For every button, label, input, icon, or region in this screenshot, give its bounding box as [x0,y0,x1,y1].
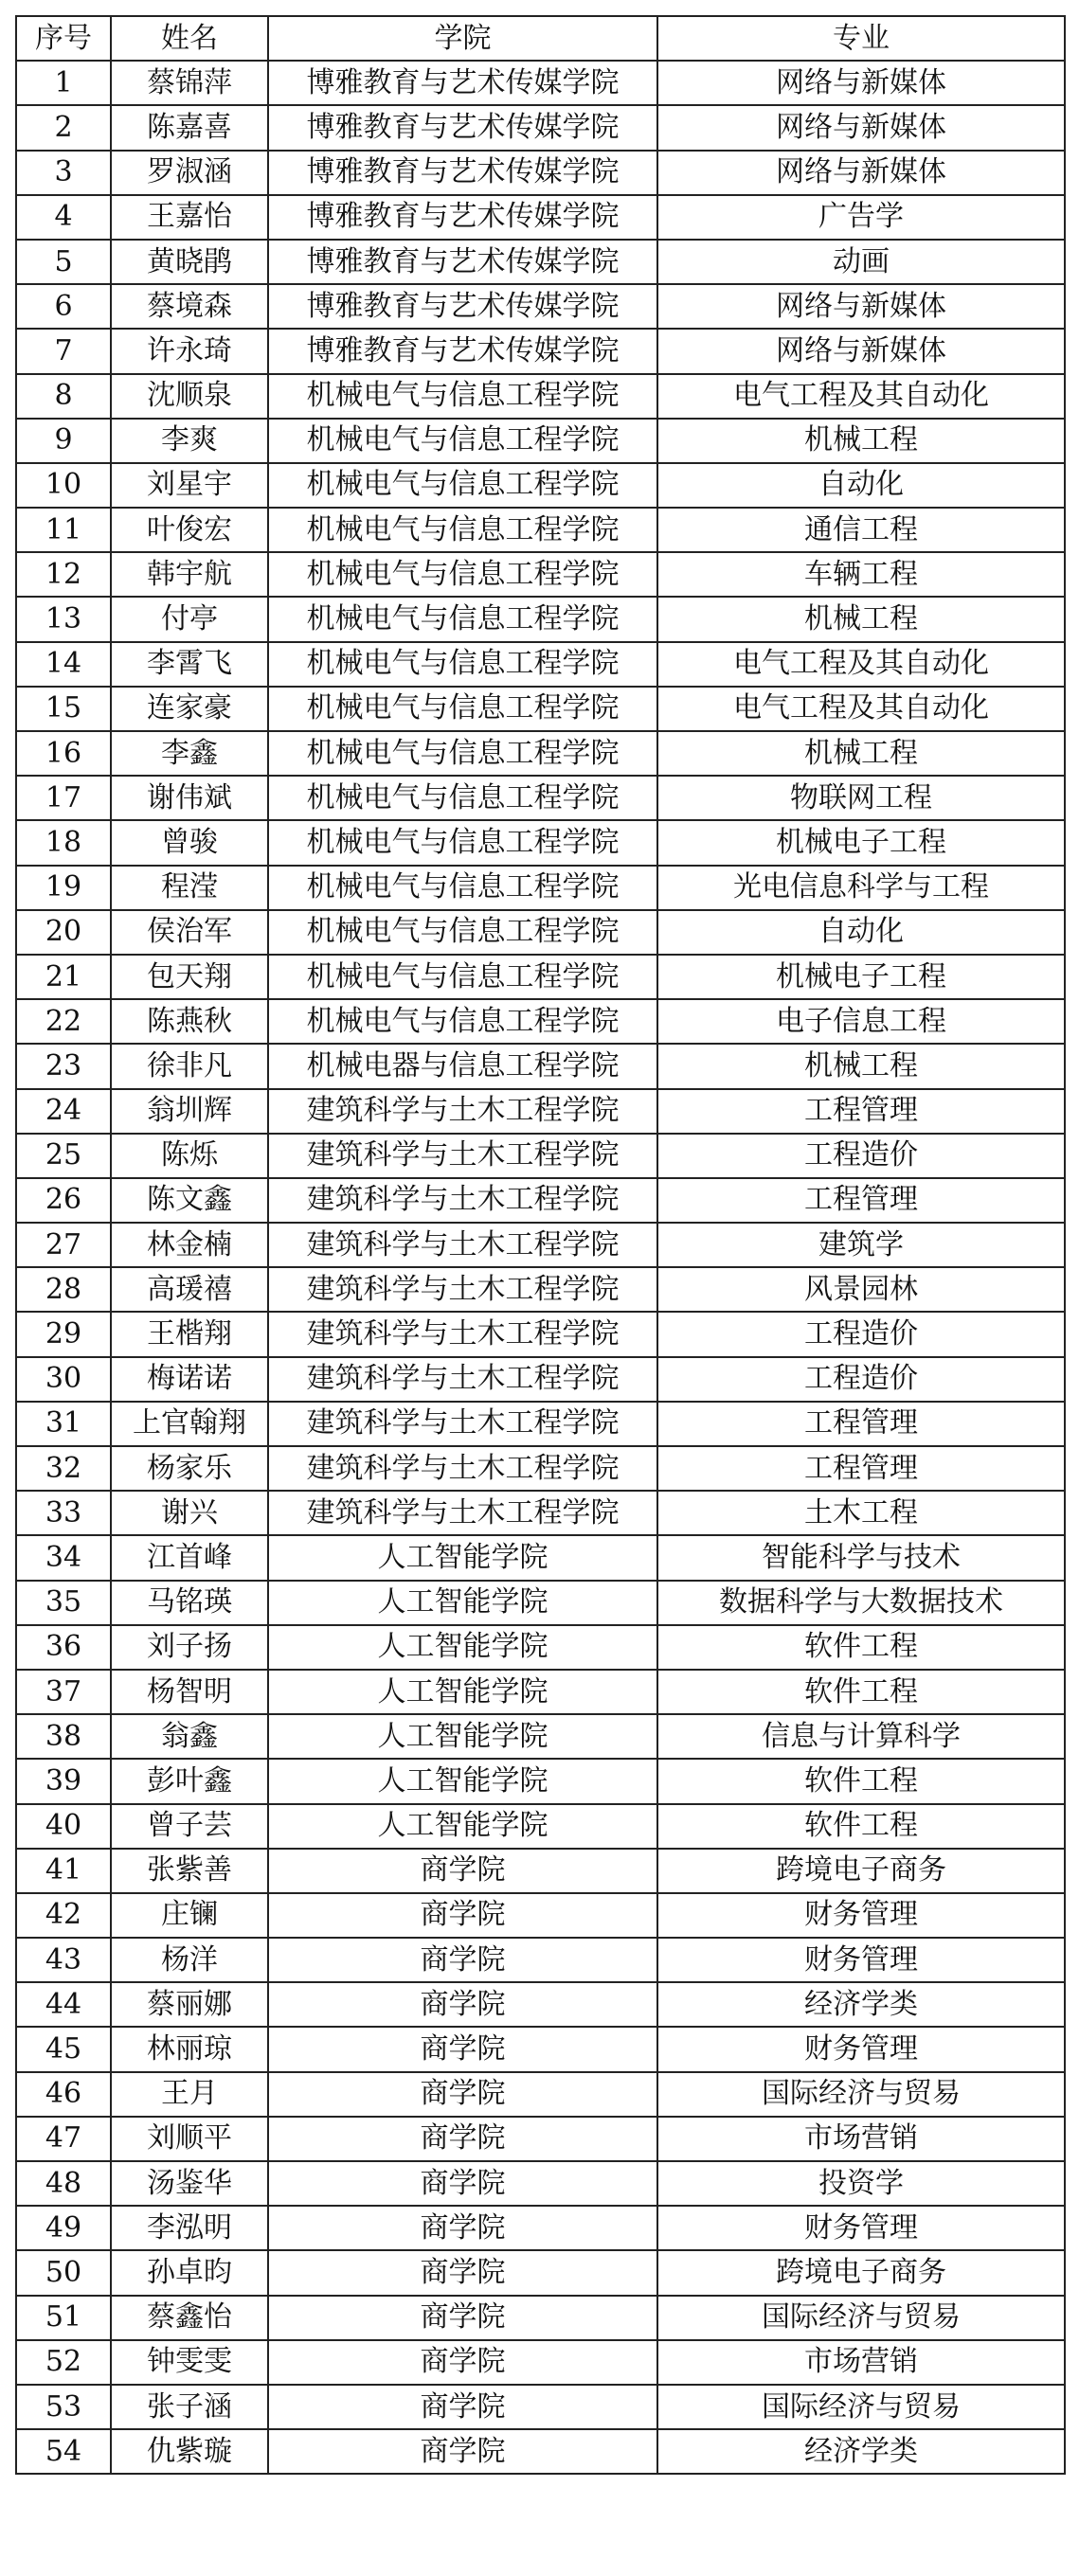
table-row [16,2117,1065,2161]
header-row [16,16,1065,61]
table-row [16,1581,1065,1625]
cell-college: 商学院 [268,2385,657,2429]
cell-college: 博雅教育与艺术传媒学院 [268,195,657,240]
cell-college: 机械电气与信息工程学院 [268,597,657,641]
cell-index: 2 [16,105,111,150]
cell-college: 人工智能学院 [268,1759,657,1803]
cell-name: 徐非凡 [111,1044,268,1088]
cell-index: 27 [16,1223,111,1267]
cell-index: 15 [16,687,111,731]
cell-college: 人工智能学院 [268,1535,657,1580]
cell-name: 马铭瑛 [111,1581,268,1625]
table-row [16,195,1065,240]
cell-major: 软件工程 [657,1759,1065,1803]
table-row [16,1491,1065,1535]
cell-index: 12 [16,552,111,597]
cell-college: 机械电气与信息工程学院 [268,463,657,508]
table-row [16,820,1065,865]
table-row [16,1178,1065,1223]
table-row [16,1402,1065,1446]
cell-major: 网络与新媒体 [657,61,1065,105]
cell-major: 工程造价 [657,1134,1065,1178]
cell-index: 43 [16,1938,111,1982]
cell-major: 电子信息工程 [657,999,1065,1044]
cell-name: 江首峰 [111,1535,268,1580]
cell-name: 侯治军 [111,910,268,955]
cell-name: 黄晓鹃 [111,240,268,284]
cell-major: 机械工程 [657,597,1065,641]
cell-college: 机械电器与信息工程学院 [268,1044,657,1088]
cell-name: 刘星宇 [111,463,268,508]
cell-index: 24 [16,1089,111,1134]
cell-index: 11 [16,508,111,552]
cell-major: 财务管理 [657,2027,1065,2071]
cell-name: 罗淑涵 [111,151,268,195]
cell-name: 蔡境森 [111,284,268,329]
cell-index: 17 [16,776,111,820]
cell-index: 3 [16,151,111,195]
cell-college: 机械电气与信息工程学院 [268,419,657,463]
cell-major: 机械电子工程 [657,955,1065,999]
cell-major: 信息与计算科学 [657,1714,1065,1759]
cell-college: 商学院 [268,2072,657,2117]
cell-index: 46 [16,2072,111,2117]
cell-name: 程滢 [111,866,268,910]
cell-college: 商学院 [268,1849,657,1893]
table-row [16,1714,1065,1759]
table-row [16,999,1065,1044]
cell-name: 曾子芸 [111,1804,268,1849]
cell-name: 仇紫璇 [111,2429,268,2474]
table-row [16,329,1065,373]
table-row [16,2429,1065,2474]
cell-major: 电气工程及其自动化 [657,642,1065,687]
cell-college: 建筑科学与土木工程学院 [268,1357,657,1402]
cell-name: 孙卓昀 [111,2250,268,2295]
cell-name: 蔡丽娜 [111,1982,268,2027]
cell-index: 30 [16,1357,111,1402]
cell-major: 广告学 [657,195,1065,240]
cell-college: 机械电气与信息工程学院 [268,508,657,552]
cell-index: 28 [16,1267,111,1312]
cell-college: 机械电气与信息工程学院 [268,731,657,776]
cell-name: 林金楠 [111,1223,268,1267]
cell-college: 博雅教育与艺术传媒学院 [268,284,657,329]
table-row [16,374,1065,419]
cell-index: 22 [16,999,111,1044]
table-row [16,1357,1065,1402]
cell-college: 机械电气与信息工程学院 [268,999,657,1044]
cell-major: 国际经济与贸易 [657,2296,1065,2340]
cell-index: 37 [16,1670,111,1714]
cell-name: 杨智明 [111,1670,268,1714]
table-row [16,2296,1065,2340]
table-row [16,1312,1065,1356]
cell-major: 物联网工程 [657,776,1065,820]
cell-college: 商学院 [268,1982,657,2027]
cell-index: 52 [16,2340,111,2385]
table-row [16,508,1065,552]
cell-major: 财务管理 [657,2206,1065,2250]
table-row [16,1446,1065,1491]
cell-index: 49 [16,2206,111,2250]
cell-index: 53 [16,2385,111,2429]
table-row [16,1982,1065,2027]
cell-name: 连家豪 [111,687,268,731]
cell-name: 韩宇航 [111,552,268,597]
cell-index: 8 [16,374,111,419]
cell-major: 经济学类 [657,1982,1065,2027]
cell-name: 汤鉴华 [111,2161,268,2206]
cell-major: 机械工程 [657,419,1065,463]
cell-name: 翁圳辉 [111,1089,268,1134]
cell-major: 投资学 [657,2161,1065,2206]
cell-major: 软件工程 [657,1804,1065,1849]
table-row [16,463,1065,508]
cell-major: 网络与新媒体 [657,284,1065,329]
cell-index: 32 [16,1446,111,1491]
cell-index: 16 [16,731,111,776]
cell-major: 建筑学 [657,1223,1065,1267]
cell-name: 付亭 [111,597,268,641]
cell-college: 建筑科学与土木工程学院 [268,1223,657,1267]
cell-name: 王嘉怡 [111,195,268,240]
cell-index: 21 [16,955,111,999]
table-row [16,731,1065,776]
table-row [16,419,1065,463]
cell-major: 工程造价 [657,1312,1065,1356]
cell-college: 建筑科学与土木工程学院 [268,1402,657,1446]
cell-name: 陈燕秋 [111,999,268,1044]
cell-name: 陈嘉喜 [111,105,268,150]
cell-name: 陈文鑫 [111,1178,268,1223]
table-row [16,105,1065,150]
cell-major: 通信工程 [657,508,1065,552]
cell-college: 机械电气与信息工程学院 [268,866,657,910]
table-row [16,1759,1065,1803]
table-row [16,1089,1065,1134]
cell-college: 商学院 [268,2250,657,2295]
cell-college: 商学院 [268,1893,657,1938]
cell-name: 李鑫 [111,731,268,776]
cell-name: 许永琦 [111,329,268,373]
table-row [16,552,1065,597]
cell-college: 博雅教育与艺术传媒学院 [268,61,657,105]
cell-major: 跨境电子商务 [657,2250,1065,2295]
cell-major: 土木工程 [657,1491,1065,1535]
cell-name: 张紫善 [111,1849,268,1893]
table-row [16,866,1065,910]
cell-major: 机械工程 [657,731,1065,776]
table-row [16,1625,1065,1670]
table-row [16,2385,1065,2429]
table-row [16,642,1065,687]
cell-major: 市场营销 [657,2340,1065,2385]
cell-name: 上官翰翔 [111,1402,268,1446]
cell-index: 54 [16,2429,111,2474]
table-row [16,240,1065,284]
table-row [16,1670,1065,1714]
table-row [16,2206,1065,2250]
cell-name: 谢伟斌 [111,776,268,820]
cell-college: 机械电气与信息工程学院 [268,910,657,955]
cell-major: 风景园林 [657,1267,1065,1312]
table-row [16,1134,1065,1178]
cell-name: 庄镧 [111,1893,268,1938]
cell-college: 建筑科学与土木工程学院 [268,1491,657,1535]
cell-index: 35 [16,1581,111,1625]
table-row [16,1535,1065,1580]
cell-college: 人工智能学院 [268,1670,657,1714]
cell-name: 蔡锦萍 [111,61,268,105]
cell-major: 软件工程 [657,1670,1065,1714]
cell-index: 26 [16,1178,111,1223]
cell-index: 9 [16,419,111,463]
table-row [16,2250,1065,2295]
cell-name: 杨家乐 [111,1446,268,1491]
cell-college: 博雅教育与艺术传媒学院 [268,151,657,195]
cell-college: 建筑科学与土木工程学院 [268,1089,657,1134]
cell-major: 市场营销 [657,2117,1065,2161]
table-row [16,1938,1065,1982]
header-cell-major: 专业 [657,16,1065,61]
cell-index: 19 [16,866,111,910]
cell-college: 机械电气与信息工程学院 [268,820,657,865]
cell-name: 梅诺诺 [111,1357,268,1402]
cell-index: 41 [16,1849,111,1893]
cell-index: 39 [16,1759,111,1803]
table-row [16,61,1065,105]
cell-index: 5 [16,240,111,284]
header-cell-college: 学院 [268,16,657,61]
cell-major: 工程管理 [657,1446,1065,1491]
cell-name: 林丽琼 [111,2027,268,2071]
cell-major: 动画 [657,240,1065,284]
table-row [16,2027,1065,2071]
cell-college: 建筑科学与土木工程学院 [268,1178,657,1223]
cell-index: 42 [16,1893,111,1938]
table-row [16,687,1065,731]
cell-index: 18 [16,820,111,865]
cell-major: 工程管理 [657,1402,1065,1446]
cell-index: 4 [16,195,111,240]
cell-college: 人工智能学院 [268,1714,657,1759]
cell-major: 工程管理 [657,1089,1065,1134]
student-table [15,15,1066,2475]
cell-name: 李泓明 [111,2206,268,2250]
cell-name: 杨洋 [111,1938,268,1982]
cell-college: 商学院 [268,2161,657,2206]
table-row [16,1804,1065,1849]
cell-major: 工程管理 [657,1178,1065,1223]
cell-index: 38 [16,1714,111,1759]
cell-major: 电气工程及其自动化 [657,374,1065,419]
cell-major: 自动化 [657,463,1065,508]
cell-name: 蔡鑫怡 [111,2296,268,2340]
cell-index: 7 [16,329,111,373]
cell-major: 机械工程 [657,1044,1065,1088]
cell-major: 机械电子工程 [657,820,1065,865]
cell-college: 博雅教育与艺术传媒学院 [268,329,657,373]
cell-college: 建筑科学与土木工程学院 [268,1446,657,1491]
cell-name: 曾骏 [111,820,268,865]
cell-college: 机械电气与信息工程学院 [268,955,657,999]
cell-name: 包天翔 [111,955,268,999]
cell-college: 商学院 [268,2206,657,2250]
cell-college: 博雅教育与艺术传媒学院 [268,240,657,284]
table-row [16,151,1065,195]
table-row [16,597,1065,641]
cell-index: 25 [16,1134,111,1178]
cell-index: 48 [16,2161,111,2206]
table-row [16,2340,1065,2385]
cell-index: 23 [16,1044,111,1088]
cell-index: 10 [16,463,111,508]
table-row [16,1849,1065,1893]
cell-college: 商学院 [268,2429,657,2474]
cell-name: 王楷翔 [111,1312,268,1356]
cell-index: 20 [16,910,111,955]
cell-college: 建筑科学与土木工程学院 [268,1134,657,1178]
cell-college: 商学院 [268,1938,657,1982]
cell-major: 经济学类 [657,2429,1065,2474]
cell-major: 网络与新媒体 [657,105,1065,150]
table-body [16,61,1065,2474]
cell-college: 机械电气与信息工程学院 [268,374,657,419]
table-row [16,955,1065,999]
cell-index: 47 [16,2117,111,2161]
cell-college: 机械电气与信息工程学院 [268,687,657,731]
table-row [16,1893,1065,1938]
cell-college: 机械电气与信息工程学院 [268,642,657,687]
cell-major: 电气工程及其自动化 [657,687,1065,731]
cell-name: 沈顺泉 [111,374,268,419]
cell-major: 跨境电子商务 [657,1849,1065,1893]
cell-college: 机械电气与信息工程学院 [268,776,657,820]
cell-college: 商学院 [268,2296,657,2340]
cell-major: 国际经济与贸易 [657,2072,1065,2117]
cell-major: 网络与新媒体 [657,151,1065,195]
cell-college: 商学院 [268,2117,657,2161]
header-cell-name: 姓名 [111,16,268,61]
cell-name: 刘顺平 [111,2117,268,2161]
cell-name: 翁鑫 [111,1714,268,1759]
table-row [16,776,1065,820]
cell-index: 36 [16,1625,111,1670]
cell-major: 车辆工程 [657,552,1065,597]
cell-name: 李爽 [111,419,268,463]
table-row [16,1044,1065,1088]
cell-major: 国际经济与贸易 [657,2385,1065,2429]
header-cell-index: 序号 [16,16,111,61]
cell-college: 机械电气与信息工程学院 [268,552,657,597]
cell-college: 建筑科学与土木工程学院 [268,1312,657,1356]
cell-index: 31 [16,1402,111,1446]
cell-name: 陈烁 [111,1134,268,1178]
cell-major: 智能科学与技术 [657,1535,1065,1580]
table-row [16,2072,1065,2117]
cell-major: 网络与新媒体 [657,329,1065,373]
cell-college: 商学院 [268,2340,657,2385]
cell-index: 50 [16,2250,111,2295]
cell-major: 自动化 [657,910,1065,955]
cell-index: 45 [16,2027,111,2071]
cell-name: 刘子扬 [111,1625,268,1670]
cell-name: 叶俊宏 [111,508,268,552]
table-row [16,1267,1065,1312]
cell-index: 33 [16,1491,111,1535]
cell-index: 13 [16,597,111,641]
cell-major: 财务管理 [657,1893,1065,1938]
cell-index: 6 [16,284,111,329]
cell-college: 人工智能学院 [268,1581,657,1625]
table-row [16,2161,1065,2206]
cell-name: 王月 [111,2072,268,2117]
table-row [16,1223,1065,1267]
cell-index: 44 [16,1982,111,2027]
cell-index: 51 [16,2296,111,2340]
cell-name: 谢兴 [111,1491,268,1535]
cell-name: 彭叶鑫 [111,1759,268,1803]
cell-college: 人工智能学院 [268,1625,657,1670]
cell-major: 光电信息科学与工程 [657,866,1065,910]
cell-major: 数据科学与大数据技术 [657,1581,1065,1625]
table-row [16,284,1065,329]
cell-name: 李霄飞 [111,642,268,687]
cell-index: 14 [16,642,111,687]
table-row [16,910,1065,955]
cell-major: 财务管理 [657,1938,1065,1982]
cell-college: 商学院 [268,2027,657,2071]
cell-major: 软件工程 [657,1625,1065,1670]
cell-index: 34 [16,1535,111,1580]
cell-index: 40 [16,1804,111,1849]
cell-college: 建筑科学与土木工程学院 [268,1267,657,1312]
cell-index: 1 [16,61,111,105]
cell-major: 工程造价 [657,1357,1065,1402]
cell-college: 博雅教育与艺术传媒学院 [268,105,657,150]
cell-name: 张子涵 [111,2385,268,2429]
cell-college: 人工智能学院 [268,1804,657,1849]
cell-index: 29 [16,1312,111,1356]
cell-name: 钟雯雯 [111,2340,268,2385]
cell-name: 高瑗禧 [111,1267,268,1312]
